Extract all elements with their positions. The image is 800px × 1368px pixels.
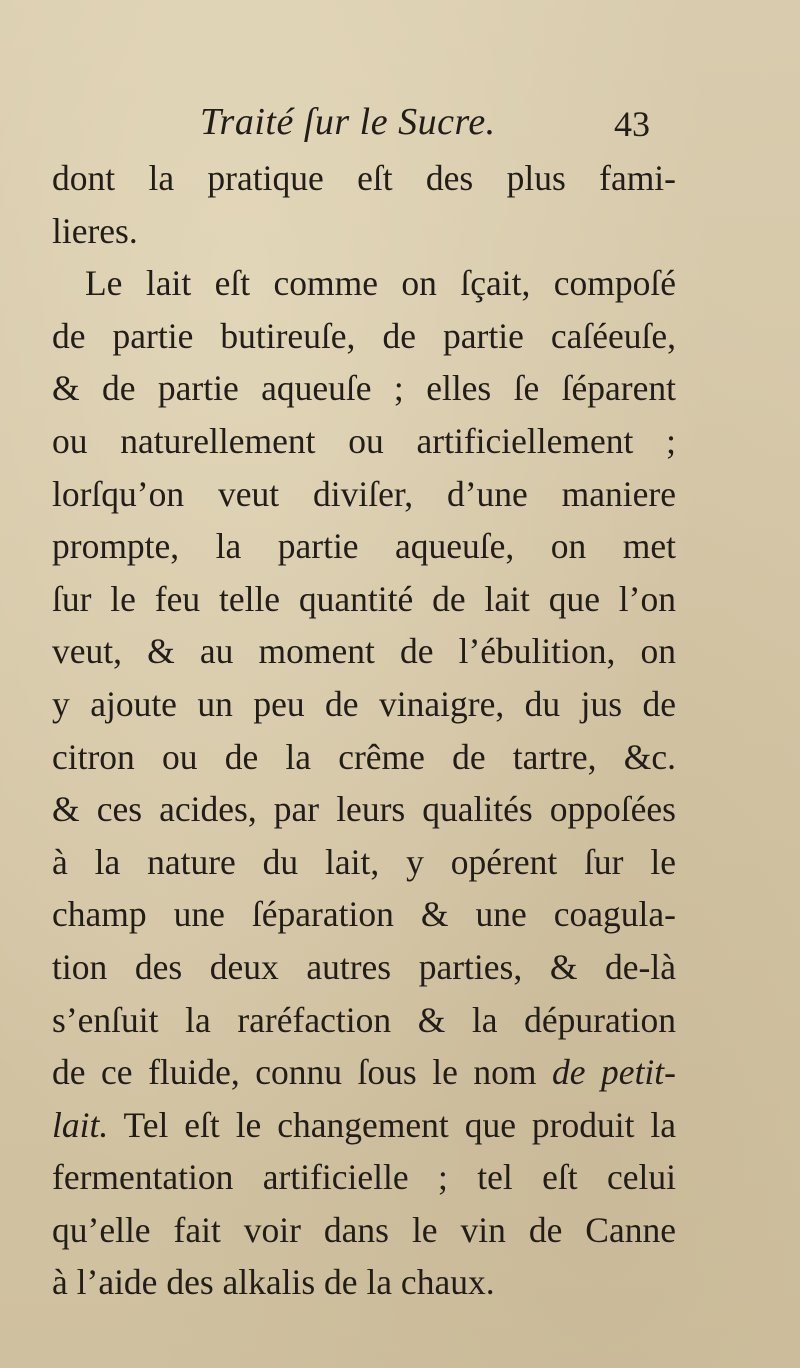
running-title: Traité ſur le Sucre. <box>200 101 496 143</box>
text-line: à la nature du lait, y opérent ſur le <box>52 841 676 882</box>
text-line: à l’aide des alkalis de la chaux. <box>52 1262 495 1303</box>
text-line: & de partie aqueuſe ; elles ſe ſéparent <box>52 368 676 409</box>
text-segment: de ce fluide, connu ſous le nom <box>52 1052 553 1093</box>
text-line: qu’elle fait voir dans le vin de Canne <box>52 1209 676 1250</box>
paragraph-start-line: Le lait eſt comme on ſçait, compoſé <box>85 263 676 304</box>
text-line: citron ou de la crême de tartre, &c. <box>52 736 676 777</box>
page-number: 43 <box>614 104 650 144</box>
text-segment: Tel eſt le changement que produit la <box>108 1104 676 1145</box>
text-line: s’enſuit la raréfaction & la dépuration <box>52 999 676 1040</box>
text-line: champ une ſéparation & une coagula- <box>52 894 676 935</box>
text-line: fermentation artificielle ; tel eſt celui <box>52 1157 676 1198</box>
text-line: ſur le feu telle quantité de lait que l’on <box>52 578 676 619</box>
italic-term: lait. <box>52 1104 109 1145</box>
text-line: prompte, la partie aqueuſe, on met <box>52 526 676 567</box>
text-line <box>52 1046 676 1099</box>
text-line: de partie butireuſe, de partie caſéeuſe, <box>52 315 676 356</box>
text-line <box>52 1099 676 1152</box>
text-line: ou naturellement ou artificiellement ; <box>52 420 676 461</box>
text-line: dont la pratique eſt des plus fami- <box>52 158 676 198</box>
running-head <box>0 100 800 150</box>
italic-term: de petit- <box>552 1052 676 1093</box>
text-line: & ces acides, par leurs qualités oppoſées <box>52 789 676 830</box>
text-line: y ajoute un peu de vinaigre, du jus de <box>52 683 676 724</box>
body-text <box>52 152 676 1309</box>
text-line: tion des deux autres parties, & de-là <box>52 946 676 987</box>
text-line: lieres. <box>52 210 138 251</box>
text-line: lorſqu’on veut diviſer, d’une maniere <box>52 473 676 514</box>
text-line: veut, & au moment de l’ébulition, on <box>52 631 676 672</box>
